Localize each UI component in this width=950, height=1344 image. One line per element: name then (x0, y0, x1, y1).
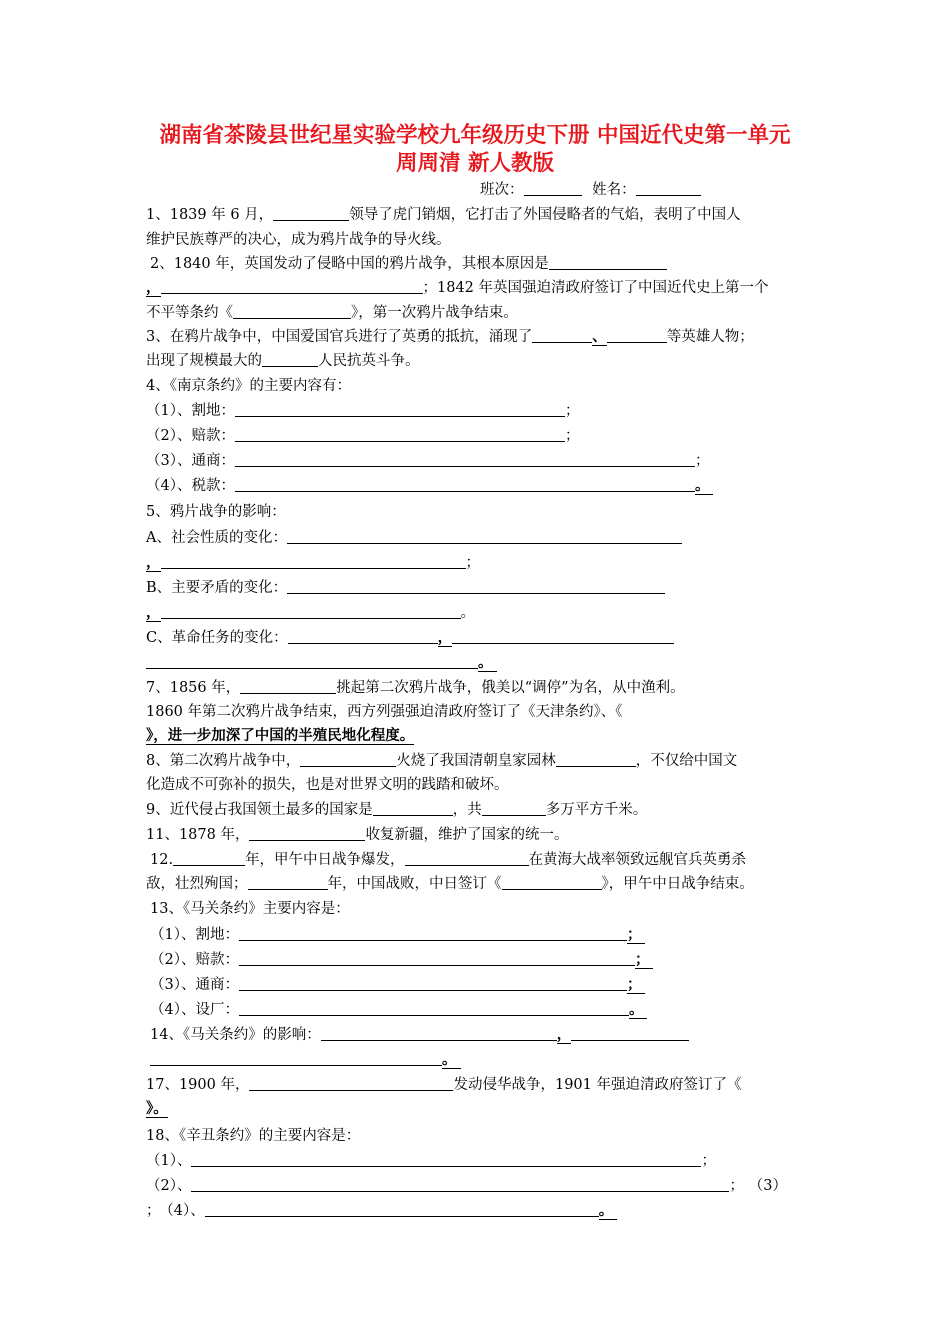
q12-blank-1[interactable] (173, 851, 245, 866)
q7-text-c: 1860 年第二次鸦片战争结束，西方列强强迫清政府签订了《天津条约》、《 (146, 704, 623, 720)
q13-item-4-label: （4）、设厂： (150, 1002, 239, 1018)
q14-line-1 (150, 1025, 689, 1045)
q1-text-c: 维护民族尊严的决心，成为鸦片战争的导火线。 (146, 232, 451, 248)
q18-item-1-label: （1）、 (146, 1153, 192, 1169)
q3-text-d: 人民抗英斗争。 (318, 353, 420, 369)
q7-line-1 (146, 678, 685, 698)
q1-text: 1、1839 年 6 月， (146, 207, 274, 223)
q17-line-2 (146, 1099, 168, 1119)
q12-line-1 (150, 850, 746, 870)
q5-b-line-2 (146, 603, 475, 623)
q8-line-1 (146, 751, 737, 771)
q8-text: 8、第二次鸦片战争中， (146, 753, 301, 769)
q5-a-blank[interactable] (287, 529, 682, 544)
q4-item-3-label: （3）、通商： (146, 453, 235, 469)
q17-text-b: 发动侵华战争，1901 年强迫清政府签订了《 (453, 1077, 742, 1093)
q11-blank[interactable] (249, 826, 365, 841)
q18-item-3-4 (146, 1201, 617, 1221)
class-blank[interactable] (524, 181, 582, 196)
q9-text-b: ，共 (452, 802, 482, 818)
q8-text-d: 化造成不可弥补的损失，也是对世界文明的践踏和破坏。 (146, 777, 509, 793)
q13-item-3-label: （3）、通商： (150, 977, 239, 993)
q8-line-2 (146, 775, 509, 795)
q13-semicolon: ； (635, 951, 654, 969)
q12-text-d: 敌，壮烈殉国； (146, 876, 248, 892)
q14-line-2 (150, 1050, 461, 1070)
q9-text-c: 多万平方千米。 (545, 802, 648, 818)
q12-text-e: 年，中国战败，中日签订《 (327, 876, 502, 892)
q13-item-3 (150, 975, 645, 995)
q5-c-comma: ， (437, 629, 453, 646)
q5-a-blank-cont[interactable] (161, 554, 466, 569)
q12-text-c: 在黄海大战率领致远舰官兵英勇杀 (528, 852, 747, 868)
q18-period: 。 (599, 1202, 618, 1220)
name-blank[interactable] (636, 181, 701, 196)
q5-a-semicolon: ； (465, 555, 480, 571)
q14-period: 。 (442, 1051, 461, 1069)
q5-a-label: A、社会性质的变化： (146, 530, 287, 546)
q5-b-blank-cont[interactable] (161, 604, 461, 619)
q7-text-b: 挑起第二次鸦片战争，俄美以“调停”为名，从中渔利。 (336, 680, 685, 696)
q8-text-c: ，不仅给中国文 (635, 753, 738, 769)
q5-c-line-2 (146, 653, 497, 673)
q5-a-line-1 (146, 528, 682, 548)
q18-title (146, 1126, 360, 1146)
q2-text-b: ；1842 年英国强迫清政府签订了中国近代史上第一个 (422, 280, 769, 296)
q3-text-c: 出现了规模最大的 (146, 353, 262, 369)
q18-item-4-label: （4）、 (166, 1203, 205, 1219)
q12-line-2 (146, 874, 754, 894)
q11-text-b: 收复新疆，维护了国家的统一。 (365, 827, 569, 843)
q5-title (146, 502, 286, 522)
q18-blank-4[interactable] (205, 1202, 599, 1217)
q2-blank-treaty[interactable] (233, 304, 351, 319)
q5-a-line-2 (146, 553, 480, 573)
q3-line-2 (146, 351, 420, 371)
q18-item-2 (146, 1176, 787, 1196)
q4-period: 。 (695, 477, 714, 495)
q12-blank-2[interactable] (405, 851, 529, 866)
q4-blank-2[interactable] (235, 427, 565, 442)
q11-line (146, 825, 568, 845)
q7-blank-1[interactable] (240, 679, 336, 694)
q18-title-text: 18、《辛丑条约》的主要内容是： (146, 1128, 361, 1144)
q13-item-4 (150, 1000, 647, 1020)
q7-text: 7、1856 年， (146, 680, 241, 696)
q14-blank-2[interactable] (571, 1026, 689, 1041)
q4-item-4 (146, 476, 713, 496)
q18-semicolon: ； (729, 1178, 744, 1194)
q3-text-b: 等英雄人物； (666, 329, 754, 345)
q4-title (146, 376, 351, 396)
q4-blank-4[interactable] (235, 477, 695, 492)
q13-item-2 (150, 950, 653, 970)
q12-text-f: 》，甲午中日战争结束。 (601, 876, 754, 892)
q2-comma: ， (146, 279, 161, 296)
q1-text-b: 领导了虎门销烟，它打击了外国侵略者的气焰，表明了中国人 (349, 207, 741, 223)
q14-comma: ， (556, 1026, 572, 1043)
q5-b-blank[interactable] (287, 579, 665, 594)
q5-b-label: B、主要矛盾的变化： (146, 580, 288, 596)
q2-text: 2、1840 年，英国发动了侵略中国的鸦片战争，其根本原因是 (150, 256, 549, 272)
q2-text-d: 》，第一次鸦片战争结束。 (351, 305, 518, 321)
q4-item-2-label: （2）、赔款： (146, 428, 235, 444)
q8-text-b: 火烧了我国清朝皇家园林 (396, 753, 556, 769)
q4-blank-3[interactable] (235, 452, 695, 467)
q3-separator: 、 (592, 328, 607, 345)
q12-text-b: 年，甲午中日战争爆发， (245, 852, 405, 868)
document-title-line-2: 周周清 新人教版 (396, 151, 554, 176)
q5-c-blank-cont[interactable] (146, 654, 478, 669)
q18-item-3-label: （3） (755, 1178, 787, 1194)
q12-blank-3[interactable] (248, 875, 328, 890)
q18-semicolon: ； (146, 1203, 161, 1219)
q2-line-3 (146, 303, 518, 323)
q13-blank-1[interactable] (239, 926, 627, 941)
q8-blank-2[interactable] (556, 752, 636, 767)
q4-semicolon: ； (564, 403, 580, 419)
q2-blank-cause[interactable] (549, 255, 667, 270)
q5-c-period: 。 (478, 654, 497, 672)
q3-text: 3、在鸦片战争中，中国爱国官兵进行了英勇的抵抗，涌现了 (146, 329, 533, 345)
q3-line-1 (146, 327, 754, 347)
q9-line (146, 800, 647, 820)
q1-blank[interactable] (273, 206, 349, 221)
q2-blank-cause-cont[interactable] (161, 279, 423, 294)
q14-blank-cont[interactable] (150, 1051, 442, 1066)
q4-semicolon: ； (694, 453, 710, 469)
q13-item-1 (150, 925, 645, 945)
q5-c-blank-2[interactable] (452, 629, 674, 644)
q4-item-1-label: （1）、割地： (146, 403, 235, 419)
q18-semicolon: ； (701, 1153, 716, 1169)
q11-text: 11、1878 年， (146, 827, 250, 843)
q4-item-1 (146, 401, 579, 421)
q7-text-d: 》，进一步加深了中国的半殖民地化程度。 (146, 727, 415, 744)
q12-blank-4[interactable] (502, 875, 602, 890)
q5-a-comma: ， (146, 554, 161, 571)
q13-blank-2[interactable] (239, 951, 635, 966)
q13-item-2-label: （2）、赔款： (150, 952, 239, 968)
q13-period: 。 (629, 1001, 648, 1019)
q1-line-2 (146, 230, 451, 250)
q9-blank-2[interactable] (482, 801, 546, 816)
q13-blank-4[interactable] (239, 1001, 629, 1016)
q14-text: 14、《马关条约》的影响： (150, 1027, 321, 1043)
q3-blank-hero-1[interactable] (532, 328, 592, 343)
q5-b-line-1 (146, 578, 665, 598)
q9-text: 9、近代侵占我国领土最多的国家是 (146, 802, 373, 818)
q13-title (150, 899, 350, 919)
document-title-line-1: 湖南省茶陵县世纪星实验学校九年级历史下册 中国近代史第一单元 (159, 123, 791, 148)
q5-b-comma: ， (146, 604, 161, 621)
q18-item-1 (146, 1151, 716, 1171)
q18-item-2-label: （2）、 (146, 1178, 192, 1194)
q5-b-period: 。 (460, 605, 475, 621)
q13-title-text: 13、《马关条约》主要内容是： (150, 901, 350, 917)
class-name-row (480, 180, 701, 200)
q4-item-4-label: （4）、税款： (146, 478, 235, 494)
q5-c-label: C、革命任务的变化： (146, 630, 288, 646)
q14-blank-1[interactable] (321, 1026, 557, 1041)
q13-semicolon: ； (627, 976, 646, 994)
q7-line-2 (146, 702, 623, 722)
q4-semicolon: ； (564, 428, 580, 444)
q18-blank-1[interactable] (191, 1152, 701, 1167)
q17-text: 17、1900 年， (146, 1077, 250, 1093)
q17-blank-1[interactable] (249, 1076, 453, 1091)
q13-item-1-label: （1）、割地： (150, 927, 239, 943)
q13-semicolon: ； (627, 926, 646, 944)
q5-c-line-1 (146, 628, 674, 648)
q18-blank-2[interactable] (191, 1177, 729, 1192)
q4-item-2 (146, 426, 579, 446)
q4-item-3 (146, 451, 709, 471)
q8-blank-1[interactable] (300, 752, 396, 767)
q2-line-1 (150, 254, 667, 274)
q17-line-1 (146, 1075, 741, 1095)
name-label: 姓名： (592, 182, 636, 198)
q1-line-1 (146, 205, 741, 225)
q3-blank-hero-2[interactable] (607, 328, 667, 343)
q5-title-text: 5、鸦片战争的影响： (146, 504, 286, 520)
q2-text-c: 不平等条约《 (146, 305, 233, 321)
q17-text-c: 》。 (146, 1100, 168, 1117)
q5-c-blank-1[interactable] (288, 629, 438, 644)
q3-blank-struggle[interactable] (262, 352, 318, 367)
q13-blank-3[interactable] (239, 976, 627, 991)
class-label: 班次： (480, 182, 524, 198)
q7-line-3 (146, 726, 414, 746)
q9-blank-1[interactable] (373, 801, 453, 816)
q4-blank-1[interactable] (235, 402, 565, 417)
q2-line-2 (146, 278, 769, 298)
q12-text: 12. (150, 852, 174, 868)
q4-title-text: 4、《南京条约》的主要内容有： (146, 378, 351, 394)
